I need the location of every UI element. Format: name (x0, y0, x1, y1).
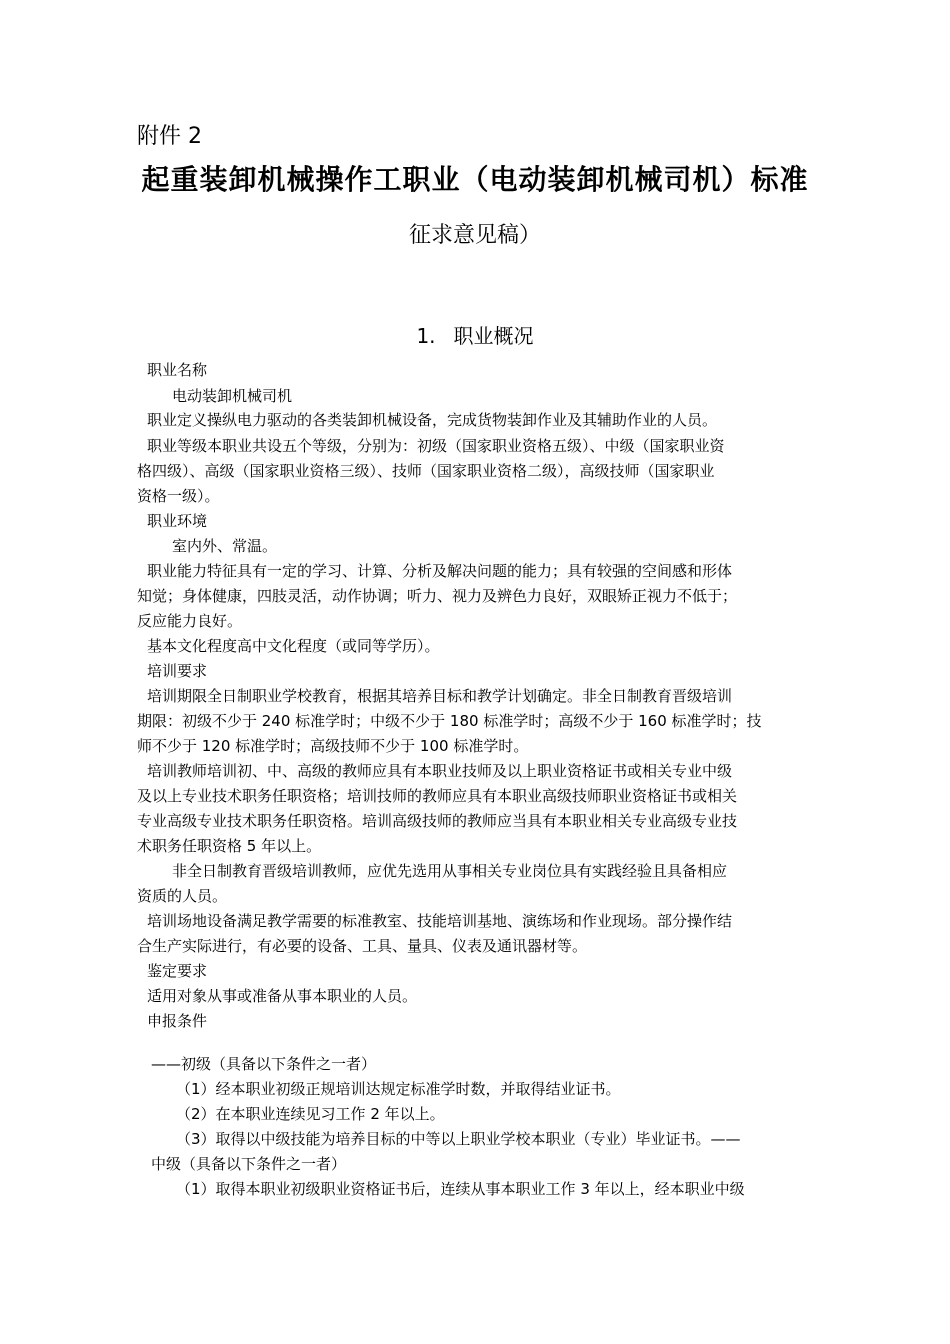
text-line: 中级（具备以下条件之一者） (151, 1155, 347, 1173)
text-line: 知觉；身体健康，四肢灵活，动作协调；听力、视力及辨色力良好，双眼矫正视力不低于； (137, 587, 738, 605)
text-line: 培训期限全日制职业学校教育，根据其培养目标和教学计划确定。非全日制教育晋级培训 (147, 687, 733, 705)
text-line: 室内外、常温。 (172, 537, 278, 555)
text-line: 职业能力特征具有一定的学习、计算、分析及解决问题的能力；具有较强的空间感和形体 (147, 562, 733, 580)
text-line: 培训要求 (147, 662, 208, 680)
text-line: 术职务任职资格 5 年以上。 (137, 837, 322, 855)
text-line: 师不少于 120 标准学时；高级技师不少于 100 标准学时。 (137, 737, 529, 755)
document-subtitle: 征求意见稿） (408, 223, 541, 248)
text-line: 电动装卸机械司机 (172, 387, 293, 405)
text-line: 培训教师培训初、中、高级的教师应具有本职业技师及以上职业资格证书或相关专业中级 (147, 762, 733, 780)
text-line: 资格一级）。 (137, 487, 220, 505)
text-line: 职业等级本职业共设五个等级，分别为：初级（国家职业资格五级）、中级（国家职业资 (147, 437, 725, 455)
text-line: （1）取得本职业初级职业资格证书后，连续从事本职业工作 3 年以上，经本职业中级 (176, 1180, 745, 1198)
attachment-label: 附件 2 (137, 124, 202, 149)
text-line: （2）在本职业连续见习工作 2 年以上。 (176, 1105, 445, 1123)
section-heading (0, 320, 950, 349)
text-line: 申报条件 (147, 1012, 208, 1030)
text-line: 反应能力良好。 (137, 612, 243, 630)
text-line: 职业名称 (147, 361, 208, 379)
text-line: 资质的人员。 (137, 887, 228, 905)
document-title: 起重装卸机械操作工职业（电动装卸机械司机）标准 (141, 163, 809, 196)
text-line: 鉴定要求 (147, 962, 208, 980)
text-line: 培训场地设备满足教学需要的标准教室、技能培训基地、演练场和作业现场。部分操作结 (147, 912, 733, 930)
text-line: 基本文化程度高中文化程度（或同等学历）。 (147, 637, 440, 655)
section-number: 1. (416, 324, 436, 348)
text-line: 适用对象从事或准备从事本职业的人员。 (147, 987, 418, 1005)
text-line: （1）经本职业初级正规培训达规定标准学时数，并取得结业证书。 (176, 1080, 621, 1098)
text-line: 期限：初级不少于 240 标准学时；中级不少于 180 标准学时；高级不少于 160 标准学时；技 (137, 712, 762, 730)
text-line: 职业环境 (147, 512, 208, 530)
section-title: 职业概况 (453, 324, 534, 348)
text-line: 专业高级专业技术职务任职资格。培训高级技师的教师应当具有本职业相关专业高级专业技 (137, 812, 738, 830)
text-line: ——初级（具备以下条件之一者） (151, 1055, 377, 1073)
text-line: （3）取得以中级技能为培养目标的中等以上职业学校本职业（专业）毕业证书。—— (176, 1130, 741, 1148)
text-line: 合生产实际进行，有必要的设备、工具、量具、仪表及通讯器材等。 (137, 937, 588, 955)
text-line: 格四级）、高级（国家职业资格三级）、技师（国家职业资格二级），高级技师（国家职业 (137, 462, 715, 480)
text-line: 及以上专业技术职务任职资格；培训技师的教师应具有本职业高级技师职业资格证书或相关 (137, 787, 738, 805)
text-line: 非全日制教育晋级培训教师，应优先选用从事相关专业岗位具有实践经验且具备相应 (172, 862, 728, 880)
text-line: 职业定义操纵电力驱动的各类装卸机械设备，完成货物装卸作业及其辅助作业的人员。 (147, 411, 718, 429)
